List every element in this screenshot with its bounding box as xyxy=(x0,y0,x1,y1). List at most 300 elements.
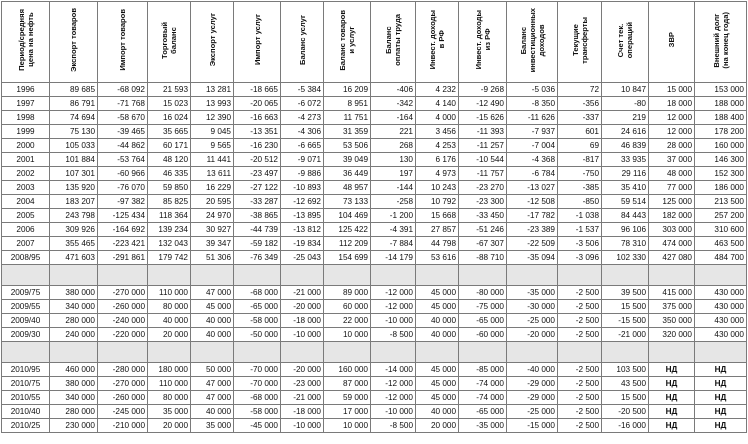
value-cell: 20 595 xyxy=(191,195,234,209)
value-cell: -13 895 xyxy=(281,209,324,223)
period-cell: 1996 xyxy=(2,83,50,97)
table-row xyxy=(2,125,747,139)
value-cell: -25 043 xyxy=(281,251,324,265)
table-row xyxy=(2,111,747,125)
value-cell: 160 000 xyxy=(324,363,371,377)
value-cell: -4 273 xyxy=(281,111,324,125)
value-cell: 36 449 xyxy=(324,167,371,181)
value-cell: 303 000 xyxy=(649,223,695,237)
value-cell: -12 000 xyxy=(371,286,416,300)
value-cell: 35 000 xyxy=(148,405,191,419)
value-cell: 31 359 xyxy=(324,125,371,139)
value-cell: 15 500 xyxy=(602,391,649,405)
column-header xyxy=(602,2,649,83)
value-cell: 243 798 xyxy=(50,209,98,223)
column-header xyxy=(191,2,234,83)
table-row xyxy=(2,167,747,181)
value-cell: 9 045 xyxy=(191,125,234,139)
value-cell: -58 000 xyxy=(234,405,281,419)
table-row xyxy=(2,377,747,391)
separator-cell xyxy=(324,342,371,363)
separator-cell xyxy=(507,342,558,363)
value-cell: 12 000 xyxy=(649,125,695,139)
value-cell: -10 000 xyxy=(281,328,324,342)
value-cell: 310 600 xyxy=(695,223,747,237)
value-cell: -4 391 xyxy=(371,223,416,237)
value-cell: -144 xyxy=(371,181,416,195)
value-cell: 130 xyxy=(371,153,416,167)
value-cell: 15 023 xyxy=(148,97,191,111)
value-cell: -35 094 xyxy=(507,251,558,265)
value-cell: 40 000 xyxy=(191,405,234,419)
value-cell: -88 710 xyxy=(459,251,507,265)
value-cell: -70 000 xyxy=(234,377,281,391)
value-cell: -8 350 xyxy=(507,97,558,111)
period-cell: 2009/55 xyxy=(2,300,50,314)
value-cell: -12 000 xyxy=(371,300,416,314)
value-cell: -60 966 xyxy=(98,167,148,181)
value-cell: 153 000 xyxy=(695,83,747,97)
value-cell: 180 000 xyxy=(148,363,191,377)
value-cell: 24 970 xyxy=(191,209,234,223)
value-cell: 152 300 xyxy=(695,167,747,181)
value-cell: 10 792 xyxy=(416,195,459,209)
value-cell: 471 603 xyxy=(50,251,98,265)
value-cell: 188 400 xyxy=(695,111,747,125)
value-cell: 430 000 xyxy=(695,314,747,328)
separator-cell xyxy=(649,265,695,286)
value-cell: -2 500 xyxy=(558,300,602,314)
separator-cell xyxy=(2,265,50,286)
separator-cell xyxy=(2,342,50,363)
value-cell: -10 000 xyxy=(281,419,324,433)
value-cell: 10 000 xyxy=(324,419,371,433)
value-cell: 45 000 xyxy=(416,377,459,391)
value-cell: -13 812 xyxy=(281,223,324,237)
value-cell: -70 000 xyxy=(234,363,281,377)
value-cell: 43 500 xyxy=(602,377,649,391)
value-cell: -71 768 xyxy=(98,97,148,111)
value-cell: 59 850 xyxy=(148,181,191,195)
value-cell: 460 000 xyxy=(50,363,98,377)
value-cell: 257 200 xyxy=(695,209,747,223)
period-cell: 2005 xyxy=(2,209,50,223)
value-cell: 40 000 xyxy=(416,405,459,419)
value-cell: 197 xyxy=(371,167,416,181)
value-cell: 15 000 xyxy=(649,83,695,97)
value-cell: 77 000 xyxy=(649,181,695,195)
value-cell: 46 335 xyxy=(148,167,191,181)
value-cell: 35 665 xyxy=(148,125,191,139)
value-cell: 85 825 xyxy=(148,195,191,209)
value-cell: -7 884 xyxy=(371,237,416,251)
value-cell: -10 544 xyxy=(459,153,507,167)
value-cell: 4 253 xyxy=(416,139,459,153)
value-cell: 463 500 xyxy=(695,237,747,251)
value-cell: -270 000 xyxy=(98,377,148,391)
value-cell: -9 071 xyxy=(281,153,324,167)
value-cell: -58 000 xyxy=(234,314,281,328)
value-cell: -23 497 xyxy=(234,167,281,181)
value-cell: 50 000 xyxy=(191,363,234,377)
value-cell: 40 000 xyxy=(416,328,459,342)
value-cell: НД xyxy=(695,405,747,419)
value-cell: -16 663 xyxy=(234,111,281,125)
value-cell: 47 000 xyxy=(191,377,234,391)
value-cell: -44 739 xyxy=(234,223,281,237)
period-cell: 2010/95 xyxy=(2,363,50,377)
table-row xyxy=(2,97,747,111)
value-cell: 178 200 xyxy=(695,125,747,139)
group-separator-row xyxy=(2,342,747,363)
value-cell: -245 000 xyxy=(98,405,148,419)
value-cell: 18 000 xyxy=(649,97,695,111)
table-row xyxy=(2,251,747,265)
value-cell: -76 070 xyxy=(98,181,148,195)
value-cell: 219 xyxy=(602,111,649,125)
value-cell: -85 000 xyxy=(459,363,507,377)
value-cell: 110 000 xyxy=(148,377,191,391)
value-cell: 53 506 xyxy=(324,139,371,153)
separator-cell xyxy=(507,265,558,286)
value-cell: 13 993 xyxy=(191,97,234,111)
value-cell: 24 616 xyxy=(602,125,649,139)
value-cell: -68 000 xyxy=(234,286,281,300)
value-cell: -5 036 xyxy=(507,83,558,97)
value-cell: 280 000 xyxy=(50,405,98,419)
period-cell: 2009/40 xyxy=(2,314,50,328)
column-header xyxy=(459,2,507,83)
value-cell: 340 000 xyxy=(50,391,98,405)
value-cell: 427 080 xyxy=(649,251,695,265)
value-cell: -260 000 xyxy=(98,300,148,314)
value-cell: 3 456 xyxy=(416,125,459,139)
value-cell: -16 230 xyxy=(234,139,281,153)
value-cell: -68 092 xyxy=(98,83,148,97)
value-cell: 430 000 xyxy=(695,328,747,342)
value-cell: 186 000 xyxy=(695,181,747,195)
value-cell: -3 096 xyxy=(558,251,602,265)
value-cell: -23 000 xyxy=(281,377,324,391)
value-cell: 44 798 xyxy=(416,237,459,251)
column-header-label: Инвест. доходы в РФ xyxy=(428,10,446,70)
value-cell: -15 500 xyxy=(602,314,649,328)
separator-cell xyxy=(649,342,695,363)
separator-cell xyxy=(459,265,507,286)
value-cell: -817 xyxy=(558,153,602,167)
value-cell: 430 000 xyxy=(695,300,747,314)
period-cell: 2001 xyxy=(2,153,50,167)
value-cell: 15 500 xyxy=(602,300,649,314)
value-cell: 101 884 xyxy=(50,153,98,167)
value-cell: 105 033 xyxy=(50,139,98,153)
period-cell: 2006 xyxy=(2,223,50,237)
value-cell: 84 443 xyxy=(602,209,649,223)
value-cell: 40 000 xyxy=(191,328,234,342)
value-cell: 39 500 xyxy=(602,286,649,300)
period-cell: 2009/75 xyxy=(2,286,50,300)
value-cell: -25 000 xyxy=(507,314,558,328)
value-cell: -125 434 xyxy=(98,209,148,223)
value-cell: 4 232 xyxy=(416,83,459,97)
value-cell: НД xyxy=(695,391,747,405)
value-cell: 112 209 xyxy=(324,237,371,251)
value-cell: 125 422 xyxy=(324,223,371,237)
value-cell: 53 616 xyxy=(416,251,459,265)
separator-cell xyxy=(371,265,416,286)
column-header-label: Инвест. доходы из РФ xyxy=(473,10,492,70)
value-cell: 48 957 xyxy=(324,181,371,195)
value-cell: -18 000 xyxy=(281,314,324,328)
value-cell: 104 469 xyxy=(324,209,371,223)
column-header-label: Баланс товаров и услуг xyxy=(338,9,356,71)
value-cell: 11 751 xyxy=(324,111,371,125)
separator-cell xyxy=(191,342,234,363)
value-cell: 16 209 xyxy=(324,83,371,97)
table-row xyxy=(2,139,747,153)
value-cell: 12 390 xyxy=(191,111,234,125)
value-cell: -10 893 xyxy=(281,181,324,195)
value-cell: 27 857 xyxy=(416,223,459,237)
header-row xyxy=(2,2,747,83)
separator-cell xyxy=(50,265,98,286)
value-cell: 59 514 xyxy=(602,195,649,209)
value-cell: -14 179 xyxy=(371,251,416,265)
value-cell: -1 038 xyxy=(558,209,602,223)
value-cell: 30 927 xyxy=(191,223,234,237)
value-cell: 182 000 xyxy=(649,209,695,223)
separator-cell xyxy=(98,265,148,286)
column-header-label: Импорт услуг xyxy=(252,14,262,66)
value-cell: -75 000 xyxy=(459,300,507,314)
value-cell: -65 000 xyxy=(459,314,507,328)
value-cell: 474 000 xyxy=(649,237,695,251)
separator-cell xyxy=(416,265,459,286)
value-cell: -2 500 xyxy=(558,286,602,300)
value-cell: -14 000 xyxy=(371,363,416,377)
value-cell: -38 865 xyxy=(234,209,281,223)
value-cell: 33 935 xyxy=(602,153,649,167)
value-cell: -97 382 xyxy=(98,195,148,209)
value-cell: -12 692 xyxy=(281,195,324,209)
column-header xyxy=(98,2,148,83)
separator-cell xyxy=(459,342,507,363)
value-cell: 45 000 xyxy=(191,300,234,314)
table-row xyxy=(2,181,747,195)
value-cell: -10 000 xyxy=(371,314,416,328)
column-header xyxy=(649,2,695,83)
value-cell: -270 000 xyxy=(98,286,148,300)
value-cell: 87 000 xyxy=(324,377,371,391)
value-cell: -27 122 xyxy=(234,181,281,195)
separator-cell xyxy=(50,342,98,363)
value-cell: НД xyxy=(649,405,695,419)
value-cell: НД xyxy=(649,391,695,405)
value-cell: 10 000 xyxy=(324,328,371,342)
value-cell: -9 886 xyxy=(281,167,324,181)
value-cell: 12 000 xyxy=(649,111,695,125)
value-cell: 40 000 xyxy=(191,314,234,328)
value-cell: -33 450 xyxy=(459,209,507,223)
table-header xyxy=(2,2,747,83)
value-cell: 35 410 xyxy=(602,181,649,195)
value-cell: -5 384 xyxy=(281,83,324,97)
value-cell: -2 500 xyxy=(558,391,602,405)
table-body xyxy=(2,83,747,433)
value-cell: -35 000 xyxy=(507,286,558,300)
separator-cell xyxy=(98,342,148,363)
value-cell: -39 465 xyxy=(98,125,148,139)
value-cell: НД xyxy=(695,419,747,433)
period-cell: 2010/55 xyxy=(2,391,50,405)
value-cell: 73 133 xyxy=(324,195,371,209)
separator-cell xyxy=(695,265,747,286)
value-cell: -29 000 xyxy=(507,391,558,405)
column-header-label: Экспорт услуг xyxy=(207,13,217,67)
value-cell: 89 685 xyxy=(50,83,98,97)
value-cell: -220 000 xyxy=(98,328,148,342)
period-cell: 2010/40 xyxy=(2,405,50,419)
value-cell: 20 000 xyxy=(148,419,191,433)
value-cell: 29 116 xyxy=(602,167,649,181)
value-cell: 48 120 xyxy=(148,153,191,167)
value-cell: -164 xyxy=(371,111,416,125)
value-cell: -291 861 xyxy=(98,251,148,265)
table-row xyxy=(2,328,747,342)
column-header xyxy=(148,2,191,83)
value-cell: 9 565 xyxy=(191,139,234,153)
value-cell: -23 389 xyxy=(507,223,558,237)
value-cell: -1 200 xyxy=(371,209,416,223)
value-cell: 380 000 xyxy=(50,377,98,391)
value-cell: 375 000 xyxy=(649,300,695,314)
column-header-label: Торговый баланс xyxy=(160,21,178,59)
balance-of-payments-table-container xyxy=(1,1,746,433)
value-cell: -23 270 xyxy=(459,181,507,195)
separator-cell xyxy=(148,265,191,286)
value-cell: -9 268 xyxy=(459,83,507,97)
value-cell: НД xyxy=(695,363,747,377)
column-header xyxy=(50,2,98,83)
table-row xyxy=(2,223,747,237)
column-header xyxy=(324,2,371,83)
table-row xyxy=(2,300,747,314)
value-cell: 350 000 xyxy=(649,314,695,328)
value-cell: -750 xyxy=(558,167,602,181)
value-cell: 125 000 xyxy=(649,195,695,209)
value-cell: -385 xyxy=(558,181,602,195)
value-cell: -12 490 xyxy=(459,97,507,111)
value-cell: 8 951 xyxy=(324,97,371,111)
value-cell: 37 000 xyxy=(649,153,695,167)
value-cell: НД xyxy=(649,377,695,391)
separator-cell xyxy=(695,342,747,363)
column-header-label: Экспорт товаров xyxy=(69,8,78,72)
value-cell: -240 000 xyxy=(98,314,148,328)
value-cell: 28 000 xyxy=(649,139,695,153)
value-cell: 154 699 xyxy=(324,251,371,265)
value-cell: -11 393 xyxy=(459,125,507,139)
column-header-label: Баланс инвестиционных доходов xyxy=(518,7,546,73)
separator-cell xyxy=(148,342,191,363)
value-cell: -20 500 xyxy=(602,405,649,419)
value-cell: -76 349 xyxy=(234,251,281,265)
balance-of-payments-table xyxy=(1,1,747,433)
value-cell: -12 508 xyxy=(507,195,558,209)
value-cell: 4 000 xyxy=(416,111,459,125)
period-cell: 1997 xyxy=(2,97,50,111)
column-header-label: Баланс услуг xyxy=(297,14,307,65)
value-cell: 309 926 xyxy=(50,223,98,237)
value-cell: 16 229 xyxy=(191,181,234,195)
value-cell: 39 347 xyxy=(191,237,234,251)
value-cell: -74 000 xyxy=(459,377,507,391)
value-cell: 17 000 xyxy=(324,405,371,419)
value-cell: 86 791 xyxy=(50,97,98,111)
value-cell: 107 301 xyxy=(50,167,98,181)
value-cell: -18 000 xyxy=(281,405,324,419)
value-cell: 35 000 xyxy=(191,419,234,433)
table-row xyxy=(2,286,747,300)
value-cell: 179 742 xyxy=(148,251,191,265)
value-cell: 69 xyxy=(558,139,602,153)
value-cell: 47 000 xyxy=(191,391,234,405)
period-cell: 2002 xyxy=(2,167,50,181)
value-cell: -15 626 xyxy=(459,111,507,125)
value-cell: 15 668 xyxy=(416,209,459,223)
value-cell: 240 000 xyxy=(50,328,98,342)
column-header xyxy=(371,2,416,83)
column-header-label: Период/средняя цена на нефть xyxy=(16,9,35,71)
value-cell: 48 000 xyxy=(649,167,695,181)
value-cell: 320 000 xyxy=(649,328,695,342)
value-cell: -15 000 xyxy=(507,419,558,433)
value-cell: 80 000 xyxy=(148,300,191,314)
value-cell: -210 000 xyxy=(98,419,148,433)
value-cell: -33 287 xyxy=(234,195,281,209)
value-cell: 213 500 xyxy=(695,195,747,209)
value-cell: -7 937 xyxy=(507,125,558,139)
column-header xyxy=(558,2,602,83)
table-row xyxy=(2,209,747,223)
value-cell: -65 000 xyxy=(234,300,281,314)
value-cell: -68 000 xyxy=(234,391,281,405)
period-cell: 2007 xyxy=(2,237,50,251)
value-cell: -1 537 xyxy=(558,223,602,237)
period-cell: 2003 xyxy=(2,181,50,195)
value-cell: 72 xyxy=(558,83,602,97)
period-cell: 2008/95 xyxy=(2,251,50,265)
value-cell: 110 000 xyxy=(148,286,191,300)
value-cell: -2 500 xyxy=(558,419,602,433)
separator-cell xyxy=(558,342,602,363)
value-cell: -20 000 xyxy=(281,363,324,377)
value-cell: 59 000 xyxy=(324,391,371,405)
value-cell: 139 234 xyxy=(148,223,191,237)
column-header xyxy=(416,2,459,83)
separator-cell xyxy=(602,342,649,363)
separator-cell xyxy=(371,342,416,363)
value-cell: -19 834 xyxy=(281,237,324,251)
value-cell: -8 500 xyxy=(371,328,416,342)
value-cell: 415 000 xyxy=(649,286,695,300)
value-cell: НД xyxy=(695,377,747,391)
value-cell: -4 368 xyxy=(507,153,558,167)
separator-cell xyxy=(324,265,371,286)
value-cell: 40 000 xyxy=(148,314,191,328)
value-cell: 430 000 xyxy=(695,286,747,300)
value-cell: 160 000 xyxy=(695,139,747,153)
